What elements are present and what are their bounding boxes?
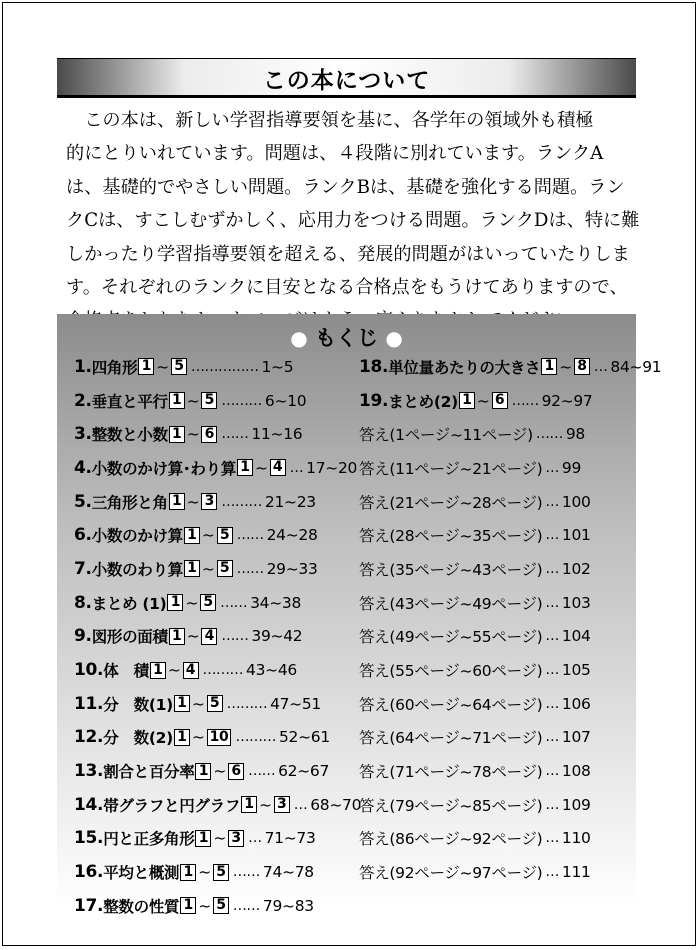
range-tilde: ~ [259,795,272,814]
toc-entry[interactable] [74,451,364,485]
page-range: 21~23 [264,492,316,511]
toc-entry[interactable] [359,721,636,755]
page-range: 102 [561,559,591,578]
range-end-box: 5 [207,695,223,712]
toc-heading-text: もくじ [315,326,378,350]
answer-entry-title: 答え(35ページ~43ページ) [359,560,543,579]
intro-line: す。それぞれのランクに目安となる合格点をもうけてありますので、 [66,276,628,298]
page-range: 11~16 [251,425,303,444]
range-end-box: 4 [183,662,199,679]
range-end-box: 6 [228,763,244,780]
range-tilde: ~ [167,661,181,680]
toc-entry[interactable] [74,889,364,923]
toc-entry[interactable] [74,620,364,654]
answer-entry-title: 答え(86ページ~92ページ) [359,830,543,849]
leader-dots: … [293,796,308,813]
page-range: 101 [561,526,591,545]
title-banner [57,58,636,96]
leader-dots: … [545,662,559,679]
toc-entry[interactable] [359,822,636,856]
page-range: 74~78 [262,863,314,882]
leader-dots: … [545,763,559,780]
toc-entry[interactable] [74,586,364,620]
page-range: 62~67 [278,762,330,781]
range-start-box: 1 [184,560,200,577]
toc-entry[interactable] [74,788,364,822]
toc-entry[interactable] [359,687,636,721]
page-range: 92~97 [541,391,593,410]
page-range: 108 [561,762,591,781]
intro-line: は、基礎的でやさしい問題。ランクBは、基礎を強化する問題。ラン [66,176,625,198]
leader-dots: …… [248,763,276,780]
toc-entry[interactable] [74,417,364,451]
range-tilde: ~ [559,357,572,376]
range-tilde: ~ [185,593,199,612]
page-range: 109 [561,795,591,814]
entry-title: 体 積 [103,662,149,681]
page-range: 6~10 [264,391,307,410]
range-end-box: 5 [213,897,229,914]
range-tilde: ~ [191,728,205,747]
range-end-box: 5 [201,392,217,409]
toc-left-column [74,350,364,923]
range-tilde: ~ [201,559,215,578]
leader-dots: … [545,628,559,645]
range-end-box: 6 [201,426,217,443]
page-range: 111 [561,863,591,882]
leader-dots: … [545,493,559,510]
page-range: 104 [561,627,591,646]
range-start-box: 1 [169,628,185,645]
leader-dots: … [545,830,559,847]
toc-entry[interactable] [359,653,636,687]
answer-entry-title: 答え(1ページ~11ページ) [359,426,533,445]
entry-title: 整数の性質 [103,897,180,916]
page-range: 107 [561,728,591,747]
page-range: 110 [561,829,591,848]
page-range: 84~91 [610,357,662,376]
toc-entry[interactable] [74,687,364,721]
entry-number: 15. [74,828,104,849]
leader-dots: … [545,864,559,881]
range-tilde: ~ [156,357,169,376]
entry-number: 18. [359,356,389,377]
page-range: 99 [561,458,582,477]
range-end-box: 3 [228,830,244,847]
range-start-box: 1 [174,729,190,746]
page-range: 68~70 [310,795,362,814]
entry-title: 小数のわり算 [91,560,183,579]
toc-entry[interactable] [74,822,364,856]
entry-title: 三角形と角 [91,493,168,512]
page-range: 79~83 [262,896,314,915]
range-start-box: 1 [241,796,257,813]
answer-entry-title: 答え(92ページ~97ページ) [359,864,543,883]
entry-number: 7. [74,558,92,579]
page-range: 52~61 [278,728,330,747]
entry-title: 整数と小数 [91,426,168,445]
entry-title: 分 数(2) [103,729,173,748]
answer-entry-title: 答え(49ページ~55ページ) [359,628,543,647]
entry-title: 四角形 [91,358,138,377]
leader-dots: …… [236,527,264,544]
range-tilde: ~ [191,694,205,713]
entry-number: 19. [359,390,389,411]
leader-dots: ……… [221,493,262,510]
leader-dots: … [545,560,559,577]
toc-entry[interactable] [359,485,636,519]
entry-title: 小数のかけ算 [91,527,183,546]
toc-entry[interactable] [359,552,636,586]
entry-title: 帯グラフと円グラフ [103,796,241,815]
entry-number: 3. [74,424,92,445]
entry-number: 4. [74,457,92,478]
range-start-box: 1 [169,426,185,443]
leader-dots: …………… [190,358,259,375]
range-start-box: 1 [174,695,190,712]
entry-number: 6. [74,525,92,546]
answer-entry-title: 答え(43ページ~49ページ) [359,594,543,613]
range-start-box: 1 [184,527,200,544]
range-end-box: 10 [207,729,232,746]
toc-entry[interactable] [74,855,364,889]
range-end-box: 6 [492,392,508,409]
leader-dots: … [545,527,559,544]
intro-paragraph [66,104,646,338]
page-range: 106 [561,694,591,713]
leader-dots: …… [535,426,563,443]
toc-entry[interactable] [359,417,636,451]
range-start-box: 1 [541,358,557,375]
range-tilde: ~ [476,391,490,410]
entry-title: 割合と百分率 [103,763,195,782]
circle-bullet-icon: ● [290,326,308,350]
entry-title: 平均と概測 [103,864,180,883]
entry-title: 円と正多角形 [103,830,195,849]
toc-entry[interactable] [359,754,636,788]
toc-entry[interactable] [359,451,636,485]
range-tilde: ~ [213,829,227,848]
leader-dots: … [545,729,559,746]
intro-line: しかったり学習指導要領を超える、発展的問題がはいっていたりしま [66,243,630,265]
leader-dots: … [289,459,304,476]
range-end-box: 3 [274,796,290,813]
intro-line: クCは、すこしむずかしく、応用力をつける問題。ランクDは、特に難 [66,210,640,232]
range-end-box: 5 [217,560,233,577]
leader-dots: … [545,459,559,476]
entry-number: 8. [74,592,92,613]
leader-dots: …… [236,560,264,577]
range-start-box: 1 [195,830,211,847]
range-start-box: 1 [167,594,183,611]
range-start-box: 1 [138,358,154,375]
toc-entry[interactable] [359,518,636,552]
range-end-box: 5 [200,594,216,611]
entry-number: 2. [74,390,92,411]
leader-dots: … [545,695,559,712]
page-range: 71~73 [264,829,316,848]
entry-title: 図形の面積 [91,628,168,647]
entry-number: 5. [74,491,92,512]
page-range: 105 [561,661,591,680]
toc-entry[interactable] [74,653,364,687]
entry-title: 小数のかけ算･わり算 [91,459,236,478]
leader-dots: ……… [202,662,244,679]
toc-entry[interactable] [74,552,364,586]
page-range: 43~46 [246,661,297,680]
toc-entry[interactable] [74,485,364,519]
range-tilde: ~ [201,526,215,545]
answer-entry-title: 答え(71ページ~78ページ) [359,763,543,782]
leader-dots: … [593,358,608,375]
entry-number: 12. [74,727,104,748]
toc-right-column [359,350,662,889]
leader-dots: … [248,830,262,847]
entry-number: 9. [74,626,92,647]
entry-title: 垂直と平行 [91,392,168,411]
intro-line: この本は、新しい学習指導要領を基に、各学年の領域外も積極 [66,110,594,131]
range-end-box: 5 [213,864,229,881]
toc-entry[interactable] [74,350,364,384]
entry-number: 17. [74,895,104,916]
toc-heading [57,322,636,352]
circle-bullet-icon: ● [385,326,403,350]
range-end-box: 5 [217,527,233,544]
page-range: 103 [561,593,591,612]
entry-title: 単位量あたりの大きさ [388,358,541,377]
range-start-box: 1 [237,459,253,476]
answer-entry-title: 答え(60ページ~64ページ) [359,695,543,714]
leader-dots: …… [221,628,249,645]
answer-entry-title: 答え(64ページ~71ページ) [359,729,543,748]
answer-entry-title: 答え(21ページ~28ページ) [359,493,543,512]
leader-dots: ……… [235,729,276,746]
page-range: 34~38 [250,593,302,612]
page-title: この本について [262,68,431,94]
range-start-box: 1 [180,897,196,914]
leader-dots: ……… [221,392,262,409]
toc-entry[interactable] [74,384,364,418]
leader-dots: …… [220,594,248,611]
range-tilde: ~ [213,762,227,781]
toc-entry[interactable] [359,384,636,418]
page-range: 39~42 [251,627,303,646]
leader-dots: …… [232,897,260,914]
title-underline [57,95,636,98]
entry-number: 13. [74,761,104,782]
page-range: 100 [561,492,591,511]
leader-dots: …… [221,426,249,443]
leader-dots: ……… [226,695,268,712]
entry-number: 14. [74,794,104,815]
leader-dots: … [545,796,559,813]
answer-entry-title: 答え(79ページ~85ページ) [359,796,543,815]
range-tilde: ~ [198,896,211,915]
range-start-box: 1 [169,493,185,510]
range-tilde: ~ [186,627,200,646]
leader-dots: …… [232,864,260,881]
range-end-box: 4 [270,459,286,476]
range-tilde: ~ [186,492,200,511]
entry-number: 11. [74,693,104,714]
entry-title: まとめ (1) [91,594,167,613]
answer-entry-title: 答え(55ページ~60ページ) [359,662,543,681]
range-end-box: 5 [171,358,187,375]
range-end-box: 3 [201,493,217,510]
toc-entry[interactable] [74,754,364,788]
toc-entry[interactable] [74,518,364,552]
range-end-box: 8 [574,358,590,375]
range-start-box: 1 [195,763,211,780]
page-range: 17~20 [306,458,358,477]
range-end-box: 4 [201,628,217,645]
page-range: 47~51 [270,694,321,713]
answer-entry-title: 答え(11ページ~21ページ) [359,459,543,478]
leader-dots: …… [511,392,539,409]
range-start-box: 1 [169,392,185,409]
toc-entry[interactable] [359,586,636,620]
toc-entry[interactable] [359,788,636,822]
table-of-contents [57,314,662,916]
toc-entry[interactable] [359,350,662,384]
range-tilde: ~ [254,458,268,477]
toc-entry[interactable] [74,721,364,755]
page-range: 1~5 [261,357,294,376]
answer-entry-title: 答え(28ページ~35ページ) [359,527,543,546]
range-start-box: 1 [150,662,166,679]
range-start-box: 1 [180,864,196,881]
intro-line: 的にとりいれています。問題は、４段階に別れています。ランクA [66,143,604,165]
entry-number: 10. [74,660,104,681]
page-range: 24~28 [266,526,318,545]
toc-entry[interactable] [359,855,636,889]
toc-entry[interactable] [359,620,636,654]
leader-dots: … [545,594,559,611]
range-tilde: ~ [198,863,211,882]
entry-number: 16. [74,862,104,883]
range-start-box: 1 [459,392,475,409]
entry-number: 1. [74,356,92,377]
page-range: 98 [565,425,585,444]
range-tilde: ~ [186,391,200,410]
entry-title: 分 数(1) [103,695,173,714]
page-range: 29~33 [266,559,318,578]
entry-title: まとめ(2) [388,392,458,411]
range-tilde: ~ [186,425,200,444]
